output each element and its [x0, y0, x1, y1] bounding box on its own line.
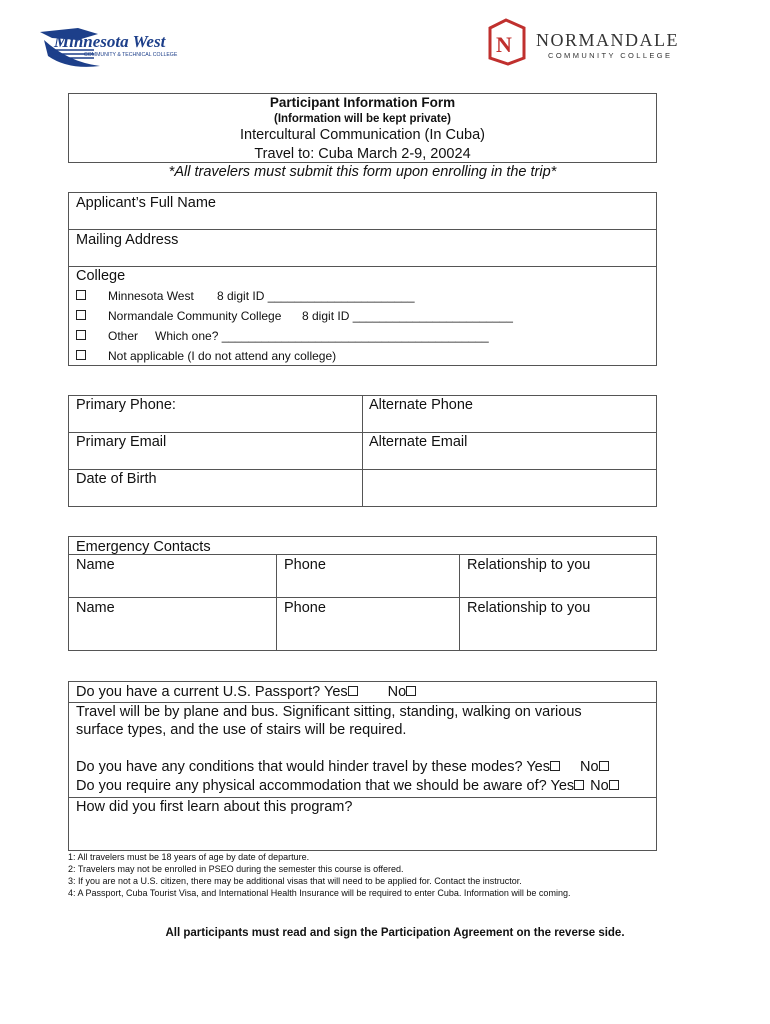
passport-no-checkbox[interactable] — [406, 686, 416, 696]
full-name-label: Applicant’s Full Name — [76, 195, 216, 211]
hinder-question-text: Do you have any conditions that would hinder travel by these modes? Yes — [76, 759, 550, 775]
footnote: 1: All travelers must be 18 years of age by date of departure. — [68, 852, 310, 862]
minnesota-west-logo-text: Minnesota West — [54, 32, 166, 51]
normandale-logo-text: NORMANDALE — [536, 30, 679, 50]
passport-no-label: No — [387, 684, 407, 700]
hinder-no-label: No — [580, 759, 599, 775]
emergency-relationship-label: Relationship to you — [467, 557, 591, 573]
option-label: Normandale Community College — [108, 309, 282, 323]
primary-email-label: Primary Email — [76, 434, 167, 450]
normandale-logo-mark — [488, 18, 688, 66]
course-title: Intercultural Communication (In Cuba) — [240, 127, 485, 143]
emergency-relationship-label: Relationship to you — [467, 600, 591, 616]
college-option-normandale — [76, 309, 513, 323]
primary-phone-label: Primary Phone: — [76, 397, 176, 413]
form-title: Participant Information Form — [269, 95, 456, 110]
option-label: Not applicable (I do not attend any college) — [108, 349, 337, 363]
hinder-yes-checkbox[interactable] — [550, 761, 560, 771]
college-option-minnesota-west — [76, 289, 415, 303]
accommodation-question — [76, 778, 619, 794]
emergency-contacts-title: Emergency Contacts — [76, 539, 211, 555]
footnote: 4: A Passport, Cuba Tourist Visa, and International Health Insurance will be required to enter Cuba. Information will be coming. — [68, 888, 571, 898]
other-college-line: Which one? ________________________________________ — [155, 329, 489, 343]
accommodation-yes-checkbox[interactable] — [574, 780, 584, 790]
checkbox[interactable] — [76, 350, 86, 360]
college-option-not-applicable — [76, 349, 337, 363]
footnote: 3: If you are not a U.S. citizen, there may be additional visas that will need to be applied for. Contact the instructor. — [68, 876, 522, 886]
participation-agreement-note: All participants must read and sign the Participation Agreement on the reverse side. — [165, 927, 625, 939]
normandale-logo — [488, 18, 688, 66]
minnesota-west-logo-subtext: COMMUNITY & TECHNICAL COLLEGE — [84, 52, 178, 58]
travel-mode-line-1: Travel will be by plane and bus. Significant sitting, standing, walking on various — [76, 704, 582, 720]
accommodation-no-label: No — [590, 778, 609, 794]
travel-dates: Travel to: Cuba March 2-9, 20024 — [254, 146, 471, 162]
college-option-other — [76, 329, 489, 343]
mailing-address-label: Mailing Address — [76, 232, 179, 248]
college-label: College — [76, 268, 126, 284]
minnesota-west-logo — [38, 26, 190, 72]
footnote: 2: Travelers may not be enrolled in PSEO during the semester this course is offered. — [68, 864, 404, 874]
alternate-email-label: Alternate Email — [369, 434, 468, 450]
privacy-note: (Information will be kept private) — [274, 113, 451, 125]
emergency-name-label: Name — [76, 600, 115, 616]
alternate-phone-label: Alternate Phone — [369, 397, 473, 413]
passport-question-text: Do you have a current U.S. Passport? Yes — [76, 684, 348, 700]
checkbox[interactable] — [76, 330, 86, 340]
hinder-no-checkbox[interactable] — [599, 761, 609, 771]
student-id-line: 8 digit ID ________________________ — [302, 309, 513, 323]
emergency-phone-label: Phone — [284, 557, 326, 573]
accommodation-no-checkbox[interactable] — [609, 780, 619, 790]
checkbox[interactable] — [76, 310, 86, 320]
minnesota-west-logo-mark — [38, 26, 190, 72]
emergency-phone-label: Phone — [284, 600, 326, 616]
option-label: Other — [108, 329, 139, 343]
hinder-question — [76, 759, 609, 775]
passport-question — [76, 684, 416, 700]
emergency-name-label: Name — [76, 557, 115, 573]
checkbox[interactable] — [76, 290, 86, 300]
accommodation-question-text: Do you require any physical accommodation that we should be aware of? Yes — [76, 778, 575, 794]
date-of-birth-label: Date of Birth — [76, 471, 157, 487]
enrollment-notice: *All travelers must submit this form upon enrolling in the trip* — [168, 164, 557, 180]
normandale-logo-letter: N — [496, 32, 512, 57]
option-label: Minnesota West — [108, 289, 194, 303]
travel-mode-line-2: surface types, and the use of stairs will be required. — [76, 722, 407, 738]
passport-yes-checkbox[interactable] — [348, 686, 358, 696]
normandale-logo-subtext: COMMUNITY COLLEGE — [548, 51, 673, 60]
learn-about-question: How did you first learn about this program? — [76, 799, 353, 815]
student-id-line: 8 digit ID ______________________ — [217, 289, 415, 303]
